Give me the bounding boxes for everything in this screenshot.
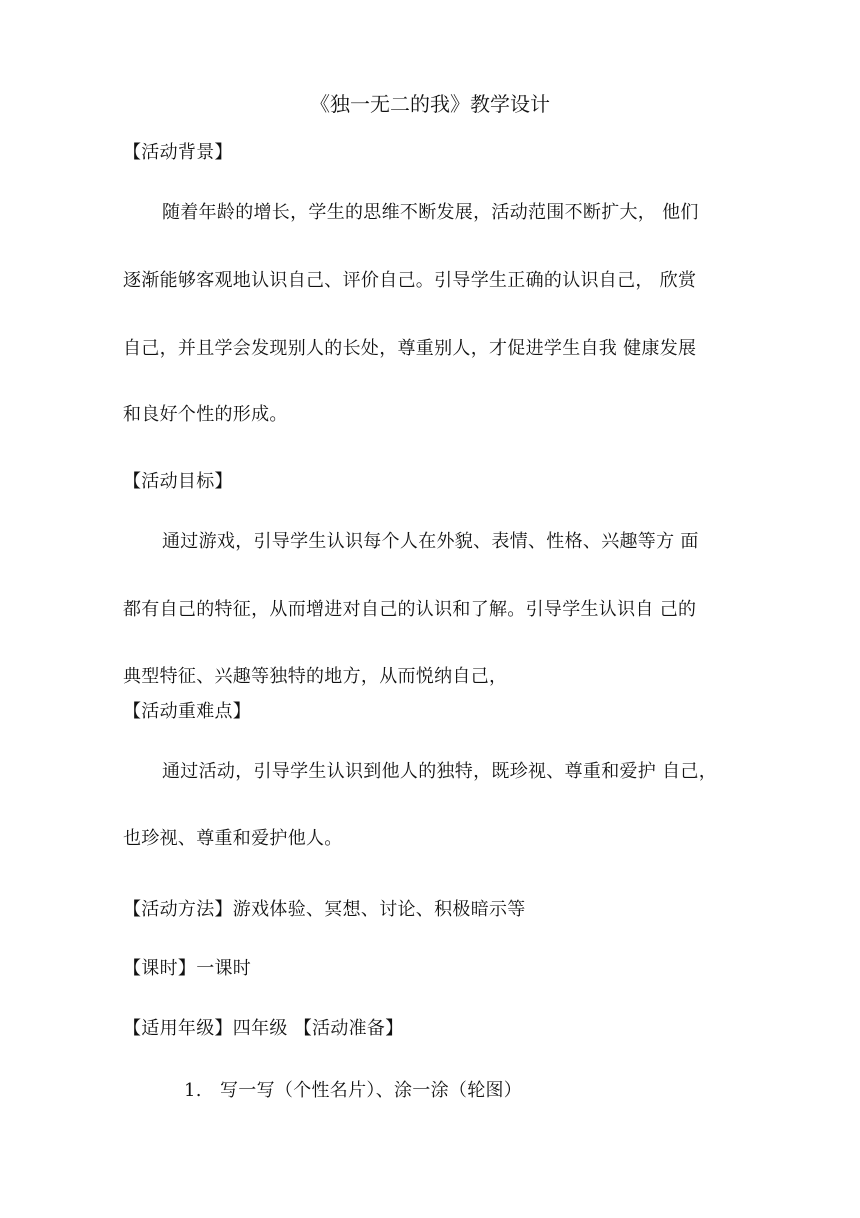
key-points-heading: 【活动重难点】 [123, 701, 252, 722]
background-line-1: 随着年龄的增长，学生的思维不断发展，活动范围不断扩大， 他们 [162, 202, 699, 223]
background-heading: 【活动背景】 [123, 142, 233, 163]
goals-line-2: 都有自己的特征，从而增进对自己的认识和了解。引导学生认识自 己的 [123, 599, 697, 620]
method-line: 【活动方法】游戏体验、冥想、讨论、积极暗示等 [123, 899, 526, 920]
goals-line-1: 通过游戏，引导学生认识每个人在外貌、表情、性格、兴趣等方 面 [162, 531, 699, 552]
key-points-line-1: 通过活动，引导学生认识到他人的独特，既珍视、尊重和爱护 自己， [162, 761, 718, 782]
background-line-3: 自己，并且学会发现别人的长处，尊重别人，才促进学生自我 健康发展 [123, 338, 697, 359]
prep-item-1 [184, 1079, 522, 1103]
prep-item-number: 1. [184, 1080, 202, 1101]
period-line: 【课时】一课时 [123, 958, 252, 979]
goals-heading: 【活动目标】 [123, 471, 233, 492]
key-points-line-2: 也珍视、尊重和爱护他人。 [123, 828, 343, 849]
document-title: 《独一无二的我》教学设计 [310, 92, 550, 116]
grade-prep-line: 【适用年级】四年级 【活动准备】 [123, 1018, 404, 1039]
prep-item-text: 写一写（个性名片）、涂一涂（轮图） [220, 1080, 523, 1101]
goals-line-3: 典型特征、兴趣等独特的地方，从而悦纳自己， [123, 666, 508, 687]
background-line-4: 和良好个性的形成。 [123, 404, 288, 425]
background-line-2: 逐渐能够客观地认识自己、评价自己。引导学生正确的认识自己， 欣赏 [123, 270, 697, 291]
